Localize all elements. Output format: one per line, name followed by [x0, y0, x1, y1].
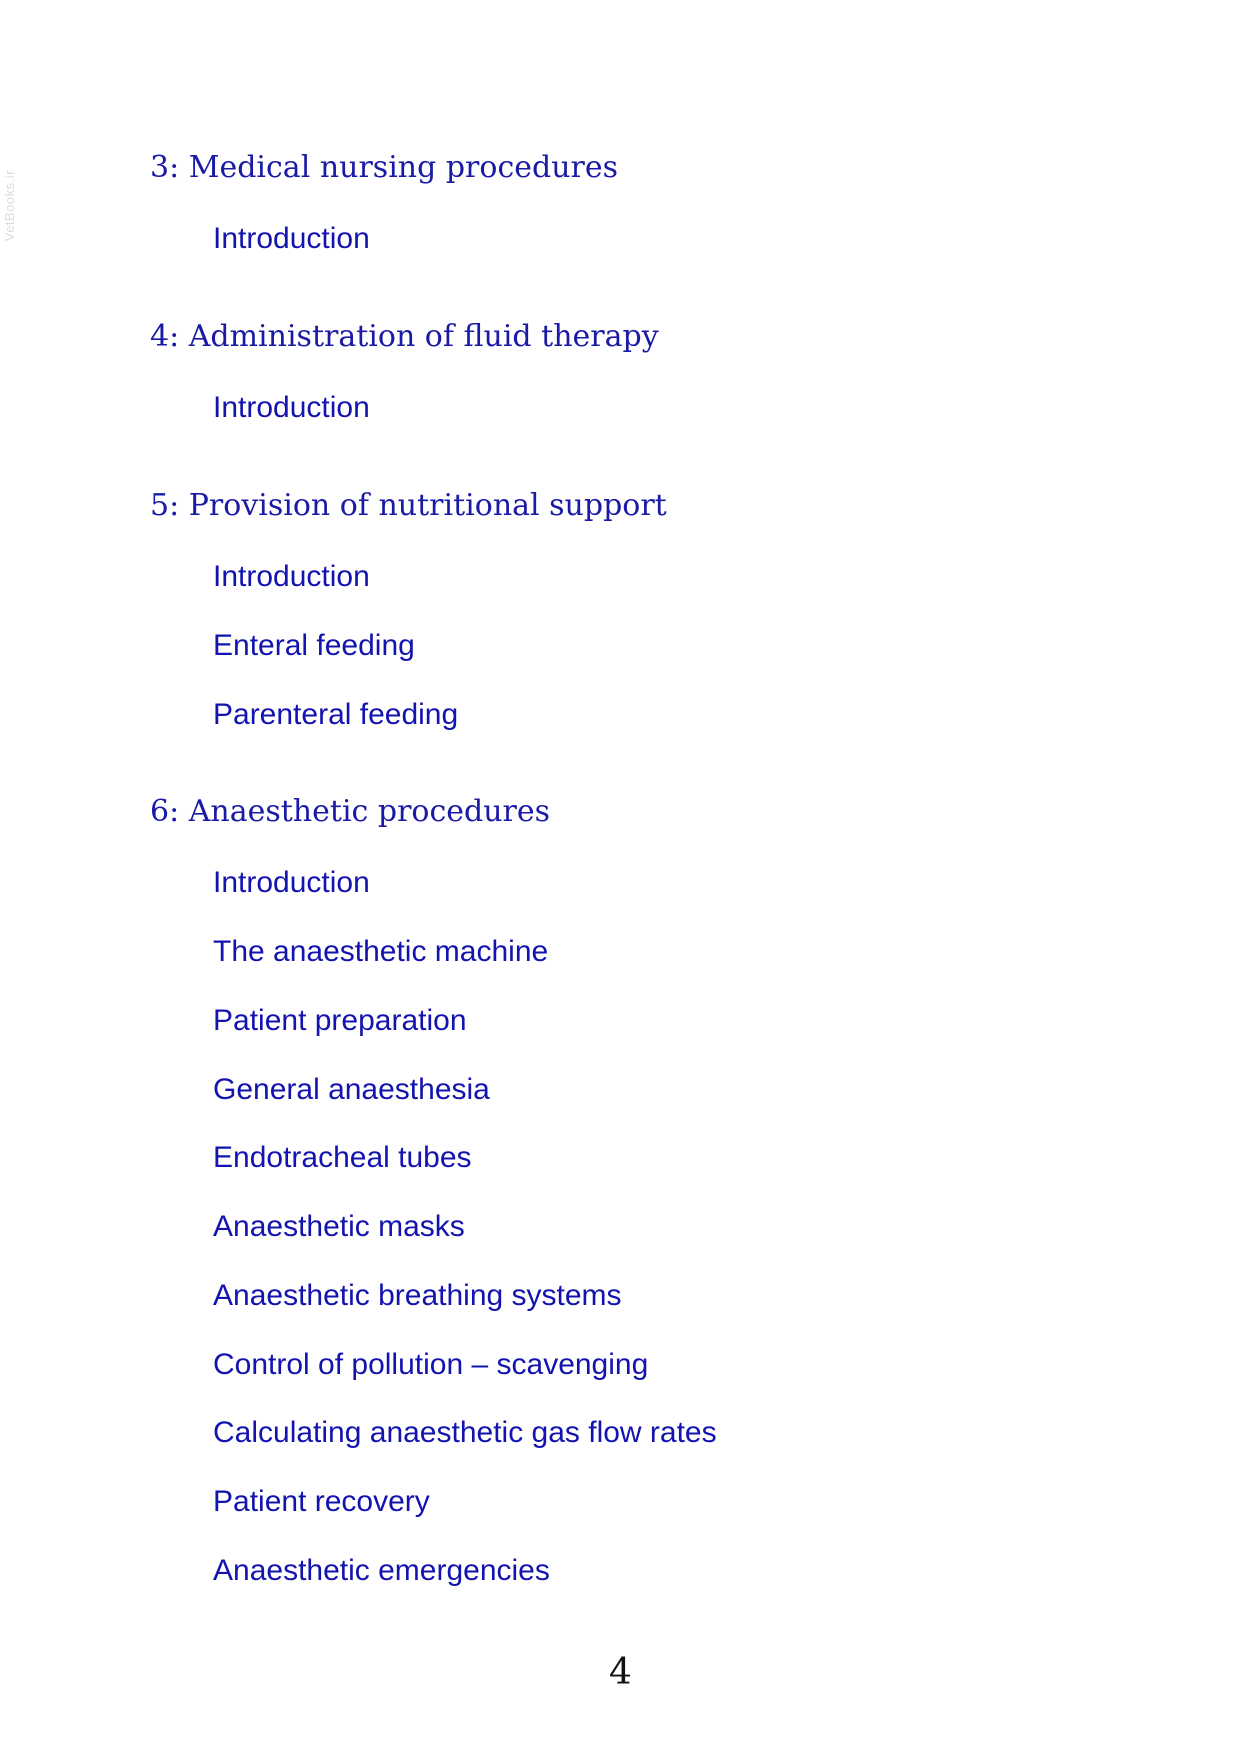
- anaesthetic-machine-link[interactable]: The anaesthetic machine: [213, 935, 549, 968]
- chapter-3-link[interactable]: 3: Medical nursing procedures: [150, 150, 619, 185]
- chapter-3-introduction-link[interactable]: Introduction: [213, 222, 370, 255]
- watermark: VetBooks.ir: [2, 170, 17, 242]
- anaesthetic-breathing-systems-link[interactable]: Anaesthetic breathing systems: [213, 1279, 622, 1312]
- chapter-5-introduction-link[interactable]: Introduction: [213, 560, 370, 593]
- patient-preparation-link[interactable]: Patient preparation: [213, 1004, 467, 1037]
- page-number: 4: [609, 1652, 632, 1693]
- general-anaesthesia-link[interactable]: General anaesthesia: [213, 1073, 490, 1106]
- gas-flow-rates-link[interactable]: Calculating anaesthetic gas flow rates: [213, 1416, 717, 1449]
- control-of-pollution-link[interactable]: Control of pollution – scavenging: [213, 1348, 649, 1381]
- patient-recovery-link[interactable]: Patient recovery: [213, 1485, 430, 1518]
- chapter-4-introduction-link[interactable]: Introduction: [213, 391, 370, 424]
- anaesthetic-masks-link[interactable]: Anaesthetic masks: [213, 1210, 465, 1243]
- enteral-feeding-link[interactable]: Enteral feeding: [213, 629, 415, 662]
- anaesthetic-emergencies-link[interactable]: Anaesthetic emergencies: [213, 1554, 550, 1587]
- chapter-4-link[interactable]: 4: Administration of fluid therapy: [150, 319, 659, 354]
- chapter-6-link[interactable]: 6: Anaesthetic procedures: [150, 794, 551, 829]
- chapter-5-link[interactable]: 5: Provision of nutritional support: [150, 488, 667, 523]
- parenteral-feeding-link[interactable]: Parenteral feeding: [213, 698, 459, 731]
- chapter-6-introduction-link[interactable]: Introduction: [213, 866, 370, 899]
- endotracheal-tubes-link[interactable]: Endotracheal tubes: [213, 1141, 472, 1174]
